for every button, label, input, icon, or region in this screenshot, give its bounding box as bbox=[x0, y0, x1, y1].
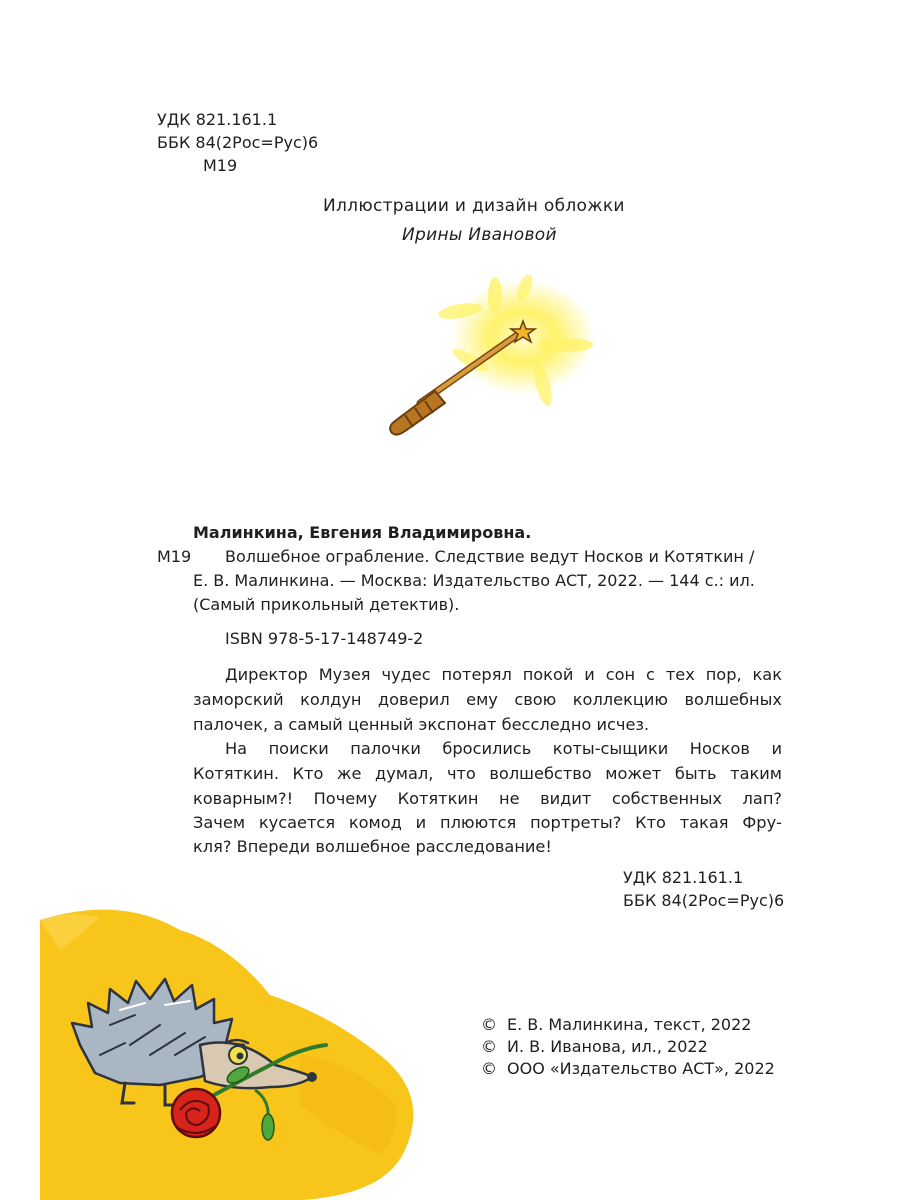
annotation-p2-line-2: Котяткин. Кто же думал, что волшебство может быть таким bbox=[193, 764, 782, 783]
copyright-text: Е. В. Малинкина, текст, 2022 bbox=[507, 1015, 752, 1034]
author-heading: Малинкина, Евгения Владимировна. bbox=[193, 523, 532, 542]
annotation-p1-line-2: заморский колдун доверил ему свою коллекцию волшебных bbox=[193, 690, 782, 709]
illustrations-credit: Иллюстрации и дизайн обложки bbox=[323, 196, 625, 216]
annotation-p1-line-3: палочек, а самый ценный экспонат бесследно исчез. bbox=[193, 715, 650, 734]
bbk-bottom: ББК 84(2Рос=Рус)6 bbox=[623, 891, 785, 910]
copyright-line-2 bbox=[481, 1035, 708, 1059]
title-line-3: (Самый прикольный детектив). bbox=[193, 595, 460, 614]
copyright-text: ООО «Издательство АСТ», 2022 bbox=[507, 1059, 775, 1078]
rose-icon bbox=[172, 1089, 220, 1137]
magic-wand-illustration bbox=[375, 275, 605, 445]
author-code: М19 bbox=[157, 547, 192, 566]
annotation-p2-line-1: На поиски палочки бросились коты-сыщики Носков и bbox=[225, 739, 782, 758]
copyright-symbol: © bbox=[481, 1037, 497, 1056]
isbn: ISBN 978-5-17-148749-2 bbox=[225, 629, 424, 648]
copyright-line-3 bbox=[481, 1057, 775, 1081]
annotation-p1-line-1: Директор Музея чудес потерял покой и сон с тех пор, как bbox=[225, 665, 782, 684]
udk-top: УДК 821.161.1 bbox=[157, 110, 278, 129]
illustrator-name: Ирины Ивановой bbox=[402, 225, 557, 245]
hedgehog-illustration bbox=[0, 905, 440, 1200]
udk-bottom: УДК 821.161.1 bbox=[623, 868, 744, 887]
bbk-top: ББК 84(2Рос=Рус)6 bbox=[157, 133, 319, 152]
copyright-symbol: © bbox=[481, 1015, 497, 1034]
copyright-symbol: © bbox=[481, 1059, 497, 1078]
annotation-p2-line-4: Зачем кусается комод и плюются портреты? Кто такая Фру- bbox=[193, 813, 782, 832]
copyright-line-1 bbox=[481, 1013, 751, 1037]
author-code-top: М19 bbox=[203, 156, 238, 175]
title-line-1: Волшебное ограбление. Следствие ведут Носков и Котяткин / bbox=[225, 547, 755, 566]
annotation-p2-line-3: коварным?! Почему Котяткин не видит собственных лап? bbox=[193, 789, 782, 808]
title-line-2: Е. В. Малинкина. — Москва: Издательство АСТ, 2022. — 144 с.: ил. bbox=[193, 571, 755, 590]
copyright-text: И. В. Иванова, ил., 2022 bbox=[507, 1037, 708, 1056]
annotation-p2-line-5: кля? Впереди волшебное расследование! bbox=[193, 837, 552, 856]
